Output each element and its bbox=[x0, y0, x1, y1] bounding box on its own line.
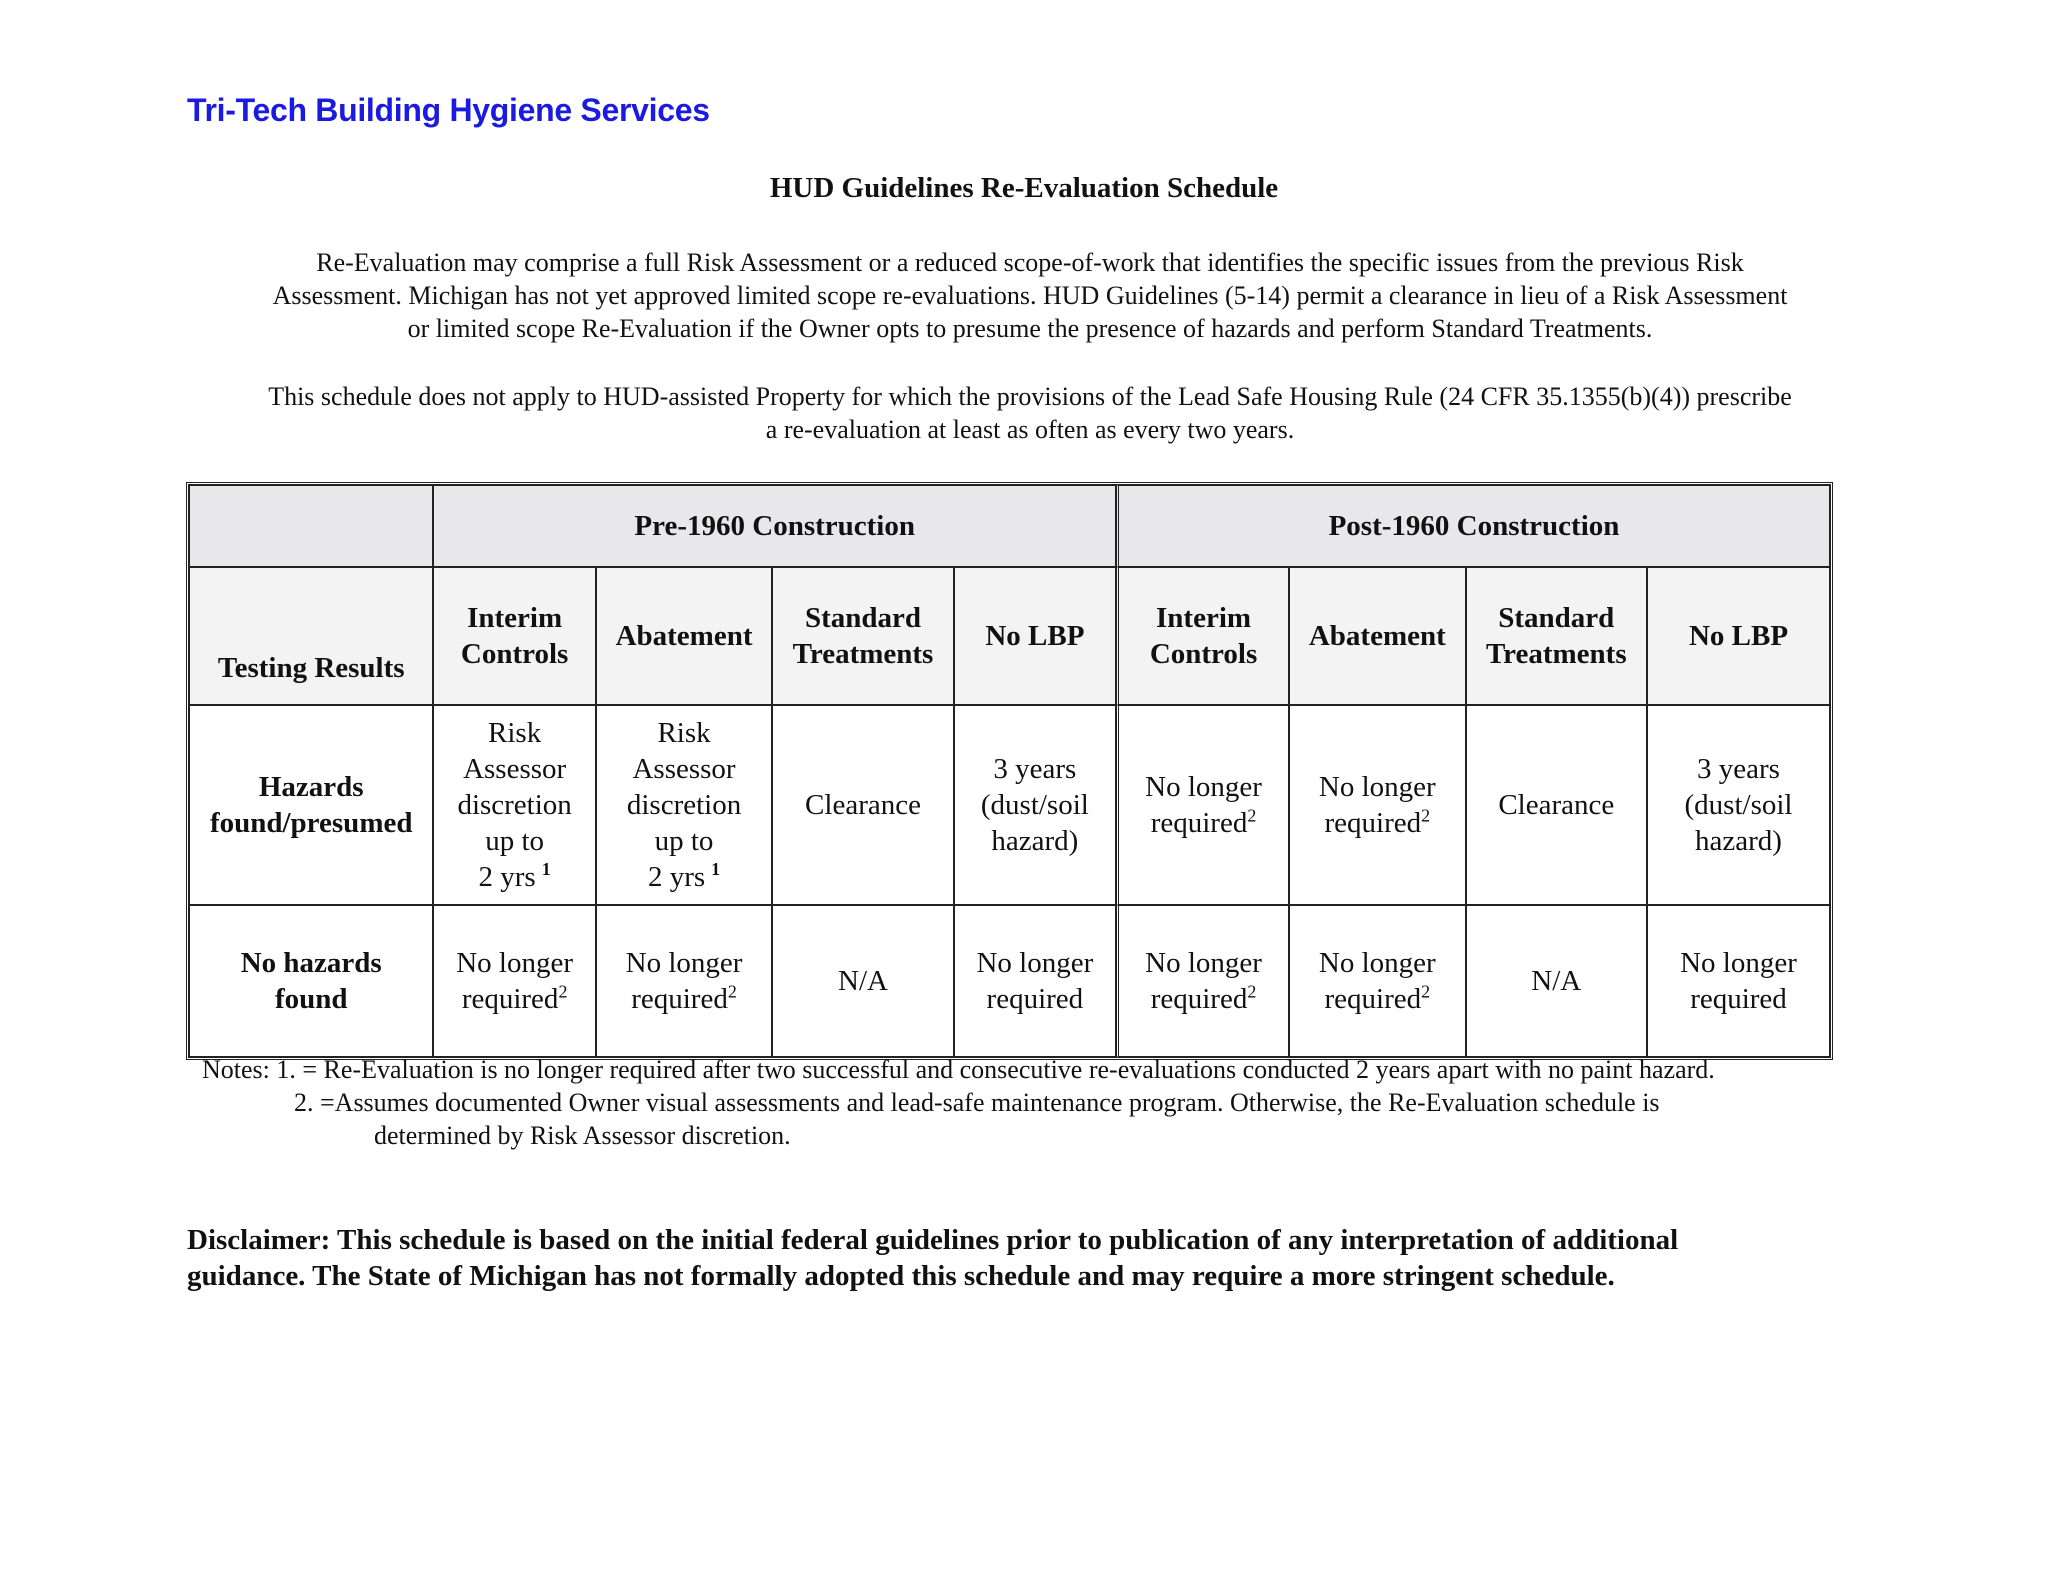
cell-line bbox=[438, 823, 590, 859]
table-cell bbox=[772, 705, 953, 905]
cell-text: Risk bbox=[488, 717, 542, 749]
table-row bbox=[189, 705, 1830, 905]
cell-text: hazard) bbox=[1695, 825, 1782, 857]
column-header bbox=[1289, 567, 1465, 705]
cell-line bbox=[959, 787, 1111, 823]
cell-line bbox=[1652, 787, 1825, 823]
cell-line bbox=[601, 715, 767, 751]
footnote-marker: 1 bbox=[541, 859, 551, 880]
footnote-marker: 2 bbox=[1247, 805, 1257, 826]
cell-text: Clearance bbox=[1498, 789, 1615, 821]
cell-line bbox=[438, 787, 590, 823]
cell-line bbox=[1294, 805, 1460, 841]
column-header-line: Treatments bbox=[792, 638, 934, 670]
table-cell bbox=[1116, 905, 1289, 1057]
disclaimer-line: Disclaimer: This schedule is based on the initial federal guidelines prior to publication of any interpretation of additional bbox=[187, 1224, 1679, 1256]
scope-line: a re-evaluation at least as often as every two years. bbox=[765, 415, 1295, 444]
table-cell bbox=[772, 905, 953, 1057]
cell-text: No longer bbox=[1145, 771, 1262, 803]
cell-text: required bbox=[631, 983, 728, 1015]
cell-line bbox=[1471, 787, 1642, 823]
cell-text: 2 yrs bbox=[478, 861, 536, 893]
column-header bbox=[433, 567, 595, 705]
row-header bbox=[189, 705, 433, 905]
cell-line bbox=[777, 963, 948, 999]
cell-line bbox=[1652, 945, 1825, 981]
cell-text: required bbox=[1150, 983, 1248, 1015]
column-header bbox=[596, 567, 772, 705]
table-cell bbox=[1289, 705, 1465, 905]
intro-line: Assessment. Michigan has not yet approved limited scope re-evaluations. HUD Guidelines (5-14) permit a clearance in lieu of a Risk Assessment bbox=[272, 281, 1788, 310]
cell-line bbox=[601, 859, 767, 895]
row-header-line: No hazards bbox=[240, 947, 382, 979]
disclaimer bbox=[187, 1222, 1887, 1294]
cell-text: Risk bbox=[657, 717, 711, 749]
cell-text: No longer bbox=[1145, 947, 1262, 979]
intro-paragraph bbox=[170, 246, 1890, 345]
cell-line bbox=[601, 981, 767, 1017]
cell-text: discretion bbox=[626, 789, 742, 821]
cell-text: No longer bbox=[1318, 771, 1436, 803]
scope-line: This schedule does not apply to HUD-assisted Property for which the provisions of the Lead Safe Housing Rule (24 CFR 35.1355(b)(4)) prescribe bbox=[268, 382, 1792, 411]
table-cell bbox=[1466, 705, 1647, 905]
cell-text: hazard) bbox=[991, 825, 1079, 857]
cell-text: up to bbox=[654, 825, 714, 857]
group-header-row bbox=[189, 485, 1830, 567]
cell-text: Clearance bbox=[805, 789, 921, 821]
table-cell bbox=[596, 905, 772, 1057]
table-cell bbox=[1466, 905, 1647, 1057]
intro-line: or limited scope Re-Evaluation if the Owner opts to presume the presence of hazards and perform Standard Treatments. bbox=[407, 314, 1653, 343]
cell-line bbox=[438, 945, 590, 981]
cell-line bbox=[777, 787, 948, 823]
cell-line bbox=[959, 981, 1111, 1017]
footnote-marker: 2 bbox=[727, 981, 737, 1002]
cell-line bbox=[438, 715, 590, 751]
cell-text: required bbox=[1690, 983, 1787, 1015]
column-header-line: No LBP bbox=[985, 620, 1085, 652]
column-header bbox=[772, 567, 953, 705]
cell-line bbox=[959, 823, 1111, 859]
column-header-line: No LBP bbox=[1688, 620, 1789, 652]
re-evaluation-schedule-table bbox=[186, 482, 1833, 1060]
cell-text: 3 years bbox=[1697, 753, 1780, 785]
cell-text: 2 yrs bbox=[647, 861, 706, 893]
cell-line bbox=[601, 823, 767, 859]
row-header-line: found/presumed bbox=[209, 807, 413, 839]
cell-line bbox=[959, 751, 1111, 787]
cell-line bbox=[959, 945, 1111, 981]
footnote-marker: 2 bbox=[1421, 981, 1431, 1002]
row-header bbox=[189, 905, 433, 1057]
cell-line bbox=[438, 859, 590, 895]
column-header-line: Controls bbox=[460, 638, 569, 670]
table-cell bbox=[433, 705, 595, 905]
note-2: 2. =Assumes documented Owner visual assessments and lead-safe maintenance program. Otherwise, the Re-Evaluation schedule is bbox=[294, 1088, 1660, 1117]
cell-text: required bbox=[1324, 807, 1422, 839]
footnote-marker: 2 bbox=[1247, 981, 1257, 1002]
cell-text: (dust/soil bbox=[1684, 789, 1793, 821]
cell-text: discretion bbox=[457, 789, 572, 821]
cell-line bbox=[1123, 945, 1284, 981]
cell-line bbox=[601, 787, 767, 823]
empty-corner-cell bbox=[189, 485, 433, 567]
cell-text: No longer bbox=[976, 947, 1094, 979]
cell-line bbox=[601, 751, 767, 787]
cell-text: Assessor bbox=[632, 753, 736, 785]
cell-line bbox=[1123, 981, 1284, 1017]
cell-text: N/A bbox=[838, 965, 888, 997]
cell-line bbox=[1471, 963, 1642, 999]
footnote-marker: 2 bbox=[558, 981, 568, 1002]
footnote-marker: 2 bbox=[1421, 805, 1431, 826]
note-1: Notes: 1. = Re-Evaluation is no longer required after two successful and consecutive re-evaluations conducted 2 years apart with no paint hazard. bbox=[202, 1055, 1715, 1084]
disclaimer-line: guidance. The State of Michigan has not formally adopted this schedule and may require a more stringent schedule. bbox=[187, 1260, 1615, 1292]
table-cell bbox=[1647, 705, 1830, 905]
cell-text: Assessor bbox=[463, 753, 567, 785]
table-row bbox=[189, 905, 1830, 1057]
column-header-line: Treatments bbox=[1485, 638, 1627, 670]
cell-text: (dust/soil bbox=[980, 789, 1089, 821]
column-header-line: Standard bbox=[1498, 602, 1615, 634]
cell-line bbox=[1652, 751, 1825, 787]
scope-paragraph bbox=[170, 380, 1890, 446]
cell-text: No longer bbox=[1318, 947, 1436, 979]
document-title: HUD Guidelines Re-Evaluation Schedule bbox=[769, 172, 1279, 204]
column-header-line: Controls bbox=[1149, 638, 1258, 670]
column-header-row bbox=[189, 567, 1830, 705]
row-header-line: found bbox=[274, 983, 348, 1015]
cell-text: 3 years bbox=[993, 753, 1077, 785]
testing-results-header: Testing Results bbox=[189, 567, 433, 705]
table-cell bbox=[1647, 905, 1830, 1057]
table-cell bbox=[433, 905, 595, 1057]
table-cell bbox=[1116, 705, 1289, 905]
note-2-continued: determined by Risk Assessor discretion. bbox=[374, 1121, 791, 1150]
column-header bbox=[1647, 567, 1830, 705]
intro-line: Re-Evaluation may comprise a full Risk Assessment or a reduced scope-of-work that identifies the specific issues from the previous Risk bbox=[316, 248, 1744, 277]
column-header-line: Abatement bbox=[615, 620, 753, 652]
cell-text: N/A bbox=[1531, 965, 1582, 997]
table-cell bbox=[954, 705, 1116, 905]
cell-text: No longer bbox=[1680, 947, 1797, 979]
cell-text: No longer bbox=[456, 947, 574, 979]
footnote-marker: 1 bbox=[711, 859, 721, 880]
cell-line bbox=[1294, 945, 1460, 981]
column-header-line: Interim bbox=[1156, 602, 1252, 634]
row-header-line: Hazards bbox=[258, 771, 364, 803]
column-header-line: Interim bbox=[467, 602, 563, 634]
cell-line bbox=[1652, 823, 1825, 859]
table-cell bbox=[1289, 905, 1465, 1057]
cell-line bbox=[1294, 981, 1460, 1017]
column-header bbox=[1466, 567, 1647, 705]
cell-text: required bbox=[986, 983, 1084, 1015]
group-header-pre-1960: Pre-1960 Construction bbox=[433, 485, 1116, 567]
cell-line bbox=[601, 945, 767, 981]
cell-line bbox=[1652, 981, 1825, 1017]
table-cell bbox=[596, 705, 772, 905]
company-name: Tri-Tech Building Hygiene Services bbox=[187, 92, 710, 128]
cell-text: required bbox=[1150, 807, 1248, 839]
column-header bbox=[954, 567, 1116, 705]
cell-text: No longer bbox=[625, 947, 743, 979]
cell-line bbox=[438, 981, 590, 1017]
cell-text: required bbox=[1324, 983, 1422, 1015]
group-header-post-1960: Post-1960 Construction bbox=[1116, 485, 1830, 567]
column-header bbox=[1116, 567, 1289, 705]
cell-line bbox=[1123, 769, 1284, 805]
cell-text: up to bbox=[485, 825, 545, 857]
cell-line bbox=[1294, 769, 1460, 805]
cell-line bbox=[1123, 805, 1284, 841]
column-header-line: Standard bbox=[804, 602, 922, 634]
cell-text: required bbox=[461, 983, 559, 1015]
column-header-line: Abatement bbox=[1308, 620, 1446, 652]
table-cell bbox=[954, 905, 1116, 1057]
cell-line bbox=[438, 751, 590, 787]
